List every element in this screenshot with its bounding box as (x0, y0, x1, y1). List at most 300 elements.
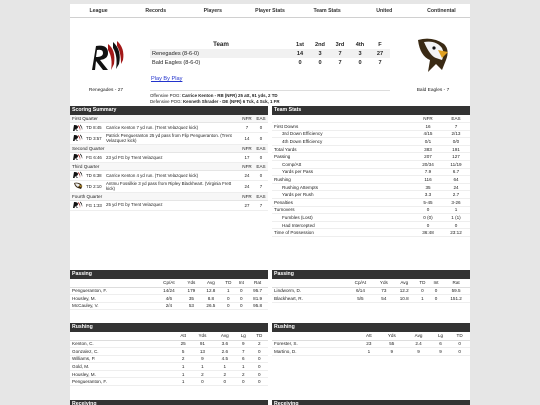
team-stat-label: Had Intercepted (282, 222, 315, 228)
player-name-link[interactable]: Gold, M. (70, 363, 175, 371)
stat-cell: 12.8 (201, 287, 222, 295)
stat-col-header: Avg (393, 279, 415, 287)
stat-cell: 0 (235, 302, 247, 310)
stat-cell: 2 (251, 340, 268, 348)
stat-col-header: Cp/At (347, 279, 375, 287)
team-stat-row (272, 191, 470, 199)
play-description: Carrice Kenton 7 yd run. (Trent Velazquez kick) (106, 124, 199, 130)
team-stat-away: 1 (1) (451, 214, 461, 220)
team-stat-home: 4/15 (423, 131, 433, 137)
stat-cell: 25 (175, 340, 191, 348)
quarter-col-home: NFR (242, 163, 252, 169)
q1-label: 1st (295, 41, 305, 48)
player-name-link[interactable]: Pengueranton, F. (70, 378, 175, 386)
quarter-label: First Quarter (72, 116, 98, 121)
passing-away-title: Passing (272, 270, 470, 279)
scoreboard (150, 40, 390, 67)
team-column-label: Team (213, 41, 229, 48)
passing-away (272, 270, 470, 303)
team-stat-row (272, 199, 470, 207)
team-stats (272, 106, 470, 237)
player-name-link[interactable]: Housley, M. (70, 370, 175, 378)
renegades-mini-icon (72, 171, 84, 179)
player-name-link[interactable]: Forester, S. (272, 340, 359, 348)
quarter-col-away: EAS (256, 193, 266, 199)
team-stat-label: 4th Down Efficiency (282, 138, 323, 144)
team-stat-label: Total Yards (274, 146, 297, 152)
play-score-away: 0 (259, 154, 263, 160)
home-q2: 3 (318, 50, 322, 57)
stat-cell: 54 (374, 295, 393, 303)
team-stat-away: 2/13 (451, 131, 461, 137)
team-stat-home: 116 (424, 176, 432, 182)
table-header-row (70, 279, 268, 287)
play-time: TD 6:38 (86, 172, 102, 178)
stat-cell: 9 (191, 355, 214, 363)
play-time: TD 8:45 (86, 125, 102, 130)
table-row (70, 287, 268, 295)
team-stat-home: 20/34 (422, 161, 434, 167)
play-description: Antmu Fossilkie 3 yd pass from Ripley Blackheart. (Virginia Frett kick) (106, 180, 232, 192)
stat-cell: 95.7 (247, 287, 268, 295)
team-stat-label: Yards per Pass (282, 169, 314, 175)
play-score-away: 7 (259, 183, 263, 189)
stat-cell: 12.2 (393, 287, 415, 295)
stat-cell: 6 (432, 340, 449, 348)
rushing-home-table (70, 332, 268, 386)
offensive-pog-label: Offensive POG: (150, 93, 181, 98)
player-name-link[interactable]: Kenton, C. (70, 340, 175, 348)
table-row (70, 363, 268, 371)
stat-col-header: Avg (214, 332, 236, 340)
receiving-home-title: Receiving (70, 400, 268, 405)
play-time: TD 2:10 (86, 183, 102, 189)
stat-cell: 0 (430, 287, 442, 295)
stat-cell: 2 (236, 370, 251, 378)
rushing-away (272, 323, 470, 356)
stat-col-header: TD (415, 279, 430, 287)
home-caption: Renegades - 27 (88, 88, 124, 93)
away-q3: 7 (338, 59, 342, 66)
quarter-label: Second Quarter (72, 145, 105, 151)
team-stat-row (272, 214, 470, 222)
stat-cell: 95.8 (247, 302, 268, 310)
stat-cell: 59.5 (442, 287, 470, 295)
player-name-link[interactable]: Blackheart, R. (272, 295, 347, 303)
table-row (272, 340, 470, 348)
play-score-home: 27 (244, 202, 250, 208)
home-team-name: Renegades (8-6-0) (152, 50, 199, 57)
play-score-away: 0 (259, 125, 263, 130)
stat-cell: 23 (359, 340, 378, 348)
quarter-col-away: EAS (256, 116, 266, 121)
play-score-away: 0 (259, 172, 263, 178)
bald-eagles-logo-icon[interactable] (412, 34, 452, 76)
stat-cell: 2 (191, 370, 214, 378)
team-stat-home: 0 (0) (423, 214, 433, 220)
away-final: 7 (378, 59, 382, 66)
stat-col-header: Yds (191, 332, 214, 340)
stat-cell: 5/5 (347, 295, 375, 303)
team-stat-home: 0 (426, 222, 430, 228)
team-stat-label: Rushing (274, 176, 291, 182)
player-name-link[interactable]: Housley, M. (70, 295, 156, 303)
team-stat-home: 0/1 (424, 138, 432, 144)
team-stat-row (272, 161, 470, 169)
table-header-row (70, 332, 268, 340)
stat-cell: 73 (374, 287, 393, 295)
play-score-home: 7 (245, 125, 249, 130)
score-row-home (150, 49, 390, 58)
stat-col-header: Avg (201, 279, 222, 287)
team-stat-label: Yards per Rush (282, 192, 314, 198)
stat-cell: 2 (214, 370, 236, 378)
play-by-play-link[interactable]: Play By Play (151, 76, 183, 82)
receiving-away (272, 400, 470, 405)
stat-col-header: Lg (432, 332, 449, 340)
stat-cell: 2/4 (156, 302, 183, 310)
team-stat-home: 16 (425, 123, 431, 129)
stat-cell: 1 (359, 348, 378, 356)
quarter-label: Third Quarter (72, 163, 100, 169)
stat-cell: 0 (191, 378, 214, 386)
renegades-mini-icon (72, 153, 84, 161)
stat-cell: 2 (175, 355, 191, 363)
play-score-away: 7 (259, 202, 263, 208)
stat-cell: 1 (175, 363, 191, 371)
stat-col-header: Att (175, 332, 191, 340)
stat-cell: 81.9 (247, 295, 268, 303)
team-stat-away: 3-26 (451, 199, 461, 205)
stat-cell: 2.4 (405, 340, 432, 348)
stat-cell: 0 (235, 287, 247, 295)
team-stat-away: 0/0 (452, 138, 460, 144)
stat-col-header: Yds (374, 279, 393, 287)
defensive-pog-label: Defensive POG: (150, 99, 182, 104)
stat-cell: 2.6 (214, 348, 236, 356)
team-stat-row (272, 146, 470, 154)
team-stat-label: Rushing Attempts (282, 184, 319, 190)
home-final: 27 (376, 50, 384, 57)
team-stat-row (272, 153, 470, 161)
stat-col-header: Cp/At (156, 279, 183, 287)
offensive-pog-value: Carrice Kenton - RB (NFR) 25 att, 91 yds, 2 TD (181, 93, 278, 98)
scoring-play (70, 201, 268, 211)
home-q3: 7 (338, 50, 342, 57)
play-description: 23 yd FG by Trent Velazquez (106, 154, 163, 160)
game-header (70, 18, 470, 104)
stat-col-header: Yds (378, 332, 405, 340)
stat-cell: 1 (175, 370, 191, 378)
stat-cell: 0 (449, 340, 470, 348)
team-stat-row (272, 176, 470, 184)
team-stat-row (272, 169, 470, 177)
team-stat-home: 383 (424, 146, 432, 152)
quarter-col-home: NFR (242, 145, 252, 151)
team-stat-label: Comp/Att (282, 161, 302, 167)
team-stat-row (272, 123, 470, 131)
stat-col-header: TD (221, 279, 235, 287)
stat-cell: 14/24 (156, 287, 183, 295)
stat-cell: 1 (191, 363, 214, 371)
score-row-away (150, 58, 390, 67)
table-row (70, 302, 268, 310)
stat-cell: 0 (449, 348, 470, 356)
stat-col-header: Avg (405, 332, 432, 340)
quarter-col-home: NFR (242, 193, 252, 199)
q4-label: 4th (355, 41, 365, 48)
eagles-mini-icon (72, 182, 84, 190)
defensive-pog (150, 99, 390, 105)
home-q4: 3 (358, 50, 362, 57)
player-col-header (272, 279, 347, 287)
table-header-row (272, 279, 470, 287)
stat-cell: 0 (221, 302, 235, 310)
rushing-away-title: Rushing (272, 323, 470, 332)
stat-cell: 1 (221, 287, 235, 295)
team-stat-away: 2.7 (452, 192, 460, 198)
team-stat-away: 0 (454, 222, 458, 228)
team-stat-label: Turnovers (274, 207, 295, 213)
stat-cell: 0 (251, 355, 268, 363)
table-row (272, 287, 470, 295)
top-nav (70, 4, 470, 18)
away-team-name: Bald Eagles (8-6-0) (152, 59, 201, 66)
stat-col-header: Rat (442, 279, 470, 287)
stat-cell: 35 (182, 295, 200, 303)
team-stat-row (272, 229, 470, 237)
defensive-pog-value: Kenneth Shrader - DE (NFR) 6 Tck, 4 Sck, 1 FR (182, 99, 280, 104)
table-row (70, 348, 268, 356)
away-q2: 0 (318, 59, 322, 66)
stat-cell: 1 (236, 363, 251, 371)
team-stat-home: 0 (426, 207, 430, 213)
stat-cell: 0 (430, 295, 442, 303)
away-q4: 0 (358, 59, 362, 66)
team-stat-away: 7 (454, 123, 458, 129)
team-stat-label: Passing (274, 154, 291, 160)
stat-cell: 4.5 (214, 355, 236, 363)
table-row (70, 295, 268, 303)
play-time: TD 3:57 (86, 135, 102, 141)
nav-team-stats[interactable]: Team Stats (313, 8, 341, 14)
player-name-link[interactable]: Williams, P. (70, 355, 175, 363)
stat-cell: 0 (415, 287, 430, 295)
stat-col-header: Att (359, 332, 378, 340)
stat-cell: 3.6 (214, 340, 236, 348)
player-name-link[interactable]: Martino, D. (272, 348, 359, 356)
table-row (272, 295, 470, 303)
nav-continental[interactable]: Continental (427, 8, 456, 14)
quarter-header (70, 163, 268, 171)
stat-cell: 1 (175, 378, 191, 386)
renegades-mini-icon (72, 124, 84, 132)
team-stat-home: 207 (424, 154, 432, 160)
stat-cell: 9 (236, 340, 251, 348)
passing-home-title: Passing (70, 270, 268, 279)
passing-home (70, 270, 268, 310)
boxscore-page (70, 4, 470, 405)
team-stat-label: Time of Possession (274, 230, 314, 236)
team-stats-col-home: NFR (423, 116, 433, 121)
nav-players[interactable]: Players (203, 8, 223, 14)
stat-cell: 0 (251, 363, 268, 371)
receiving-away-title: Receiving (272, 400, 470, 405)
stat-cell: 9 (432, 348, 449, 356)
play-score-home: 14 (244, 135, 250, 141)
play-score-home: 24 (244, 172, 250, 178)
player-col-header (272, 332, 359, 340)
stat-cell: 26.5 (201, 302, 222, 310)
quarter-header (70, 115, 268, 123)
stat-cell: 0 (251, 348, 268, 356)
team-stat-row (272, 184, 470, 192)
stat-cell: 4/6 (156, 295, 183, 303)
stat-col-header: Int (235, 279, 247, 287)
team-stat-away: 24 (453, 184, 459, 190)
rushing-home-title: Rushing (70, 323, 268, 332)
team-stat-home: 7.9 (424, 169, 432, 175)
players-of-game (150, 90, 390, 105)
stat-cell: 0 (236, 378, 251, 386)
team-stat-row (272, 207, 470, 215)
passing-away-table (272, 279, 470, 303)
nav-player-stats[interactable]: Player Stats (255, 8, 285, 14)
table-row (70, 370, 268, 378)
scoring-play (70, 181, 268, 193)
player-name-link[interactable]: Gonzalez, C. (70, 348, 175, 356)
scoring-play (70, 171, 268, 181)
away-q1: 0 (298, 59, 302, 66)
stat-col-header: Lg (236, 332, 251, 340)
team-stat-home: 5-45 (423, 199, 433, 205)
play-description: 25 yd FG by Trent Velazquez (106, 202, 163, 208)
player-name-link[interactable]: Pengueranton, F. (70, 287, 156, 295)
table-row (70, 355, 268, 363)
stat-col-header: Int (430, 279, 442, 287)
team-stats-body (272, 123, 470, 237)
q2-label: 2nd (315, 41, 325, 48)
table-row (70, 340, 268, 348)
team-stat-label: Penalties (274, 199, 293, 205)
stat-cell: 151.2 (442, 295, 470, 303)
stat-cell: 6 (236, 355, 251, 363)
table-row (70, 378, 268, 386)
play-score-away: 0 (259, 135, 263, 141)
rushing-home (70, 323, 268, 386)
nav-united[interactable]: United (376, 8, 393, 14)
play-score-home: 17 (244, 154, 250, 160)
quarter-header (70, 145, 268, 153)
scoring-play (70, 133, 268, 145)
play-description: Carrice Kenton 4 yd run. (Trent Velazquez kick) (106, 172, 199, 178)
stat-col-header: Yds (182, 279, 200, 287)
team-stat-away: 23:12 (450, 230, 462, 236)
team-stat-home: 3.3 (424, 192, 432, 198)
home-q1: 14 (296, 50, 304, 57)
stat-cell: 0 (221, 295, 235, 303)
scoring-summary (70, 106, 268, 211)
stat-cell: 13 (191, 348, 214, 356)
scoring-summary-title: Scoring Summary (70, 106, 268, 115)
team-stat-row (272, 131, 470, 139)
stat-cell: 1 (415, 295, 430, 303)
stat-col-header: TD (251, 332, 268, 340)
stat-col-header: TD (449, 332, 470, 340)
rushing-away-table (272, 332, 470, 356)
renegades-mini-icon (72, 134, 84, 142)
scoring-summary-body (70, 115, 268, 211)
quarter-label: Fourth Quarter (72, 193, 103, 199)
player-col-header (70, 279, 156, 287)
team-stat-away: 11/19 (450, 161, 462, 167)
team-stat-row (272, 222, 470, 230)
team-stat-away: 127 (452, 154, 460, 160)
passing-home-table (70, 279, 268, 310)
player-name-link[interactable]: Lindworm, D. (272, 287, 347, 295)
scoring-play (70, 153, 268, 163)
stat-cell: 0 (235, 295, 247, 303)
table-row (272, 348, 470, 356)
team-stat-home: 36:48 (422, 230, 434, 236)
stat-cell: 5 (175, 348, 191, 356)
quarter-col-home: NFR (242, 116, 252, 121)
team-stats-col-away: EAS (451, 116, 461, 121)
scoreboard-header (150, 40, 390, 49)
stat-cell: 55 (378, 340, 405, 348)
quarter-col-away: EAS (256, 163, 266, 169)
final-label: F (378, 41, 382, 48)
stat-cell: 10.8 (393, 295, 415, 303)
stat-cell: 6/14 (347, 287, 375, 295)
q3-label: 3rd (335, 41, 345, 48)
receiving-home (70, 400, 268, 405)
team-stat-row (272, 138, 470, 146)
stat-cell: 0 (251, 370, 268, 378)
table-header-row (272, 332, 470, 340)
stat-cell: 9 (405, 348, 432, 356)
team-stats-header (272, 115, 470, 123)
team-stat-label: 3rd Down Efficiency (282, 131, 323, 137)
stat-cell: 91 (191, 340, 214, 348)
team-stat-away: 1 (454, 207, 458, 213)
player-name-link[interactable]: McCauley, V. (70, 302, 156, 310)
stat-cell: 179 (182, 287, 200, 295)
team-stat-away: 6.7 (452, 169, 460, 175)
scoring-play (70, 123, 268, 133)
away-caption: Bald Eagles - 7 (416, 88, 450, 93)
stat-cell: 7 (236, 348, 251, 356)
stat-cell: 9 (378, 348, 405, 356)
play-description: Patrick Pengueranton 25 yd pass from Flip Pengueranton. (Trent Velazquez kick) (106, 133, 232, 144)
play-time: FG 6:46 (86, 154, 102, 160)
stat-col-header: Rat (247, 279, 268, 287)
player-col-header (70, 332, 175, 340)
play-score-home: 24 (244, 183, 250, 189)
nav-league[interactable]: League (89, 8, 108, 14)
quarter-col-away: EAS (256, 145, 266, 151)
team-stat-home: 35 (425, 184, 431, 190)
team-stats-title: Team Stats (272, 106, 470, 115)
team-stat-away: 191 (452, 146, 460, 152)
stat-cell: 8.8 (201, 295, 222, 303)
nav-records[interactable]: Records (145, 8, 167, 14)
quarter-header (70, 193, 268, 201)
renegades-logo-icon[interactable] (86, 36, 126, 78)
stat-cell: 0 (251, 378, 268, 386)
team-stat-label: Fumbles (Lost) (282, 214, 313, 220)
team-stat-label: First Downs (274, 123, 299, 129)
